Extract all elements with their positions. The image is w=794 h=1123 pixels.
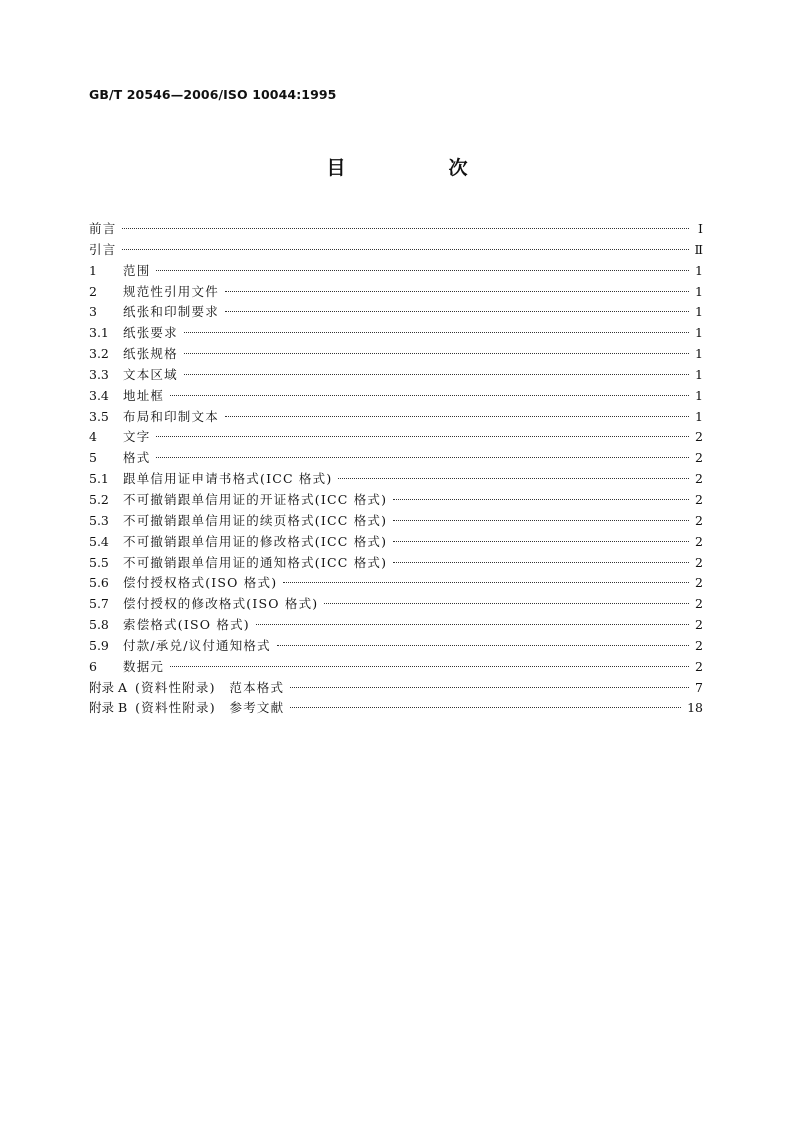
toc-dot-leader: [225, 291, 689, 292]
toc-dot-leader: [156, 436, 689, 437]
toc-entry-number: 5: [89, 450, 97, 466]
toc-entry[interactable]: [89, 594, 703, 615]
toc-dot-leader: [324, 603, 689, 604]
toc-entry-number: 2: [89, 283, 97, 299]
toc-entry-number: 3: [89, 304, 97, 320]
toc-entry-title: 索偿格式(ISO 格式): [123, 617, 250, 633]
toc-dot-leader: [170, 666, 689, 667]
toc-entry-number: 3.3: [89, 366, 109, 382]
toc-entry-title: 布局和印制文本: [123, 408, 219, 424]
toc-entry-page: 1: [695, 346, 703, 362]
toc-entry[interactable]: [89, 302, 703, 323]
toc-entry-number: 附录 A: [89, 679, 128, 695]
toc-entry-page: 1: [695, 408, 703, 424]
toc-entry-page: 2: [695, 533, 703, 549]
toc-entry[interactable]: [89, 448, 703, 469]
toc-entry-page: 2: [695, 429, 703, 445]
toc-entry-page: 1: [695, 283, 703, 299]
toc-entry[interactable]: [89, 698, 703, 719]
toc-entry-number: 3.2: [89, 346, 109, 362]
toc-entry-page: 2: [695, 491, 703, 507]
toc-dot-leader: [393, 499, 689, 500]
toc-entry-number: 5.5: [89, 554, 109, 570]
toc-entry-title: 付款/承兑/议付通知格式: [123, 637, 271, 653]
toc-entry[interactable]: [89, 678, 703, 699]
toc-entry[interactable]: [89, 657, 703, 678]
toc-entry-page: 2: [695, 637, 703, 653]
toc-entry-number: 5.9: [89, 637, 109, 653]
toc-dot-leader: [184, 332, 689, 333]
toc-entry[interactable]: [89, 323, 703, 344]
toc-entry[interactable]: [89, 511, 703, 532]
toc-entry-page: 1: [695, 304, 703, 320]
toc-entry-title: 前言: [89, 221, 117, 236]
toc-entry-title: 偿付授权格式(ISO 格式): [123, 575, 278, 591]
toc-entry-page: 2: [695, 617, 703, 633]
toc-entry-title: 文字: [123, 429, 151, 445]
toc-entry-title: 不可撤销跟单信用证的通知格式(ICC 格式): [123, 554, 388, 570]
toc-entry-title: 不可撤销跟单信用证的开证格式(ICC 格式): [123, 491, 388, 507]
toc-dot-leader: [170, 395, 689, 396]
toc-dot-leader: [393, 541, 689, 542]
toc-entry-page: Ⅱ: [694, 241, 703, 257]
toc-dot-leader: [184, 353, 689, 354]
toc-entry-page: 2: [695, 658, 703, 674]
toc-entry-page: 2: [695, 596, 703, 612]
toc-entry-number: 5.3: [89, 512, 109, 528]
toc-entry-title: 跟单信用证申请书格式(ICC 格式): [123, 471, 333, 487]
toc-entry-title: 不可撤销跟单信用证的续页格式(ICC 格式): [123, 512, 388, 528]
toc-entry[interactable]: [89, 344, 703, 365]
toc-entry-title: (资料性附录) 参考文献: [135, 700, 285, 716]
toc-entry-number: 6: [89, 658, 97, 674]
toc-entry-number: 3.5: [89, 408, 109, 424]
toc-entry[interactable]: [89, 427, 703, 448]
toc-entry-title: 偿付授权的修改格式(ISO 格式): [123, 596, 319, 612]
toc-entry-number: 4: [89, 429, 97, 445]
toc-dot-leader: [290, 707, 681, 708]
toc-dot-leader: [256, 624, 689, 625]
toc-dot-leader: [225, 416, 689, 417]
toc-entry-page: 2: [695, 575, 703, 591]
toc-entry-number: 3.1: [89, 325, 109, 341]
toc-entry-title: (资料性附录) 范本格式: [135, 679, 285, 695]
toc-dot-leader: [122, 228, 689, 229]
toc-entry-number: 5.2: [89, 491, 109, 507]
toc-dot-leader: [283, 582, 689, 583]
toc-dot-leader: [290, 687, 689, 688]
table-of-contents: [89, 219, 703, 719]
toc-entry[interactable]: [89, 386, 703, 407]
toc-dot-leader: [225, 311, 689, 312]
toc-dot-leader: [393, 520, 689, 521]
toc-entry-title: 纸张和印制要求: [123, 304, 219, 320]
toc-entry[interactable]: [89, 573, 703, 594]
toc-entry-title: 纸张规格: [123, 346, 178, 362]
toc-dot-leader: [156, 270, 689, 271]
toc-dot-leader: [184, 374, 689, 375]
toc-entry-page: 18: [687, 700, 703, 716]
toc-dot-leader: [122, 249, 688, 250]
toc-dot-leader: [393, 562, 689, 563]
toc-entry[interactable]: [89, 469, 703, 490]
toc-entry-page: 1: [695, 262, 703, 278]
toc-entry-number: 5.8: [89, 617, 109, 633]
toc-entry-number: 附录 B: [89, 700, 128, 716]
toc-entry-number: 5.7: [89, 596, 109, 612]
toc-entry-title: 数据元: [123, 658, 165, 674]
toc-entry-title: 纸张要求: [123, 325, 178, 341]
toc-entry[interactable]: [89, 365, 703, 386]
toc-entry-title: 地址框: [123, 387, 165, 403]
toc-entry-title: 文本区域: [123, 366, 178, 382]
toc-entry-number: 5.6: [89, 575, 109, 591]
toc-entry[interactable]: [89, 407, 703, 428]
toc-entry[interactable]: [89, 261, 703, 282]
toc-entry[interactable]: [89, 240, 703, 261]
toc-entry-title: 格式: [123, 450, 151, 466]
toc-entry-number: 3.4: [89, 387, 109, 403]
toc-entry-page: 2: [695, 554, 703, 570]
toc-entry-page: 1: [695, 366, 703, 382]
toc-entry[interactable]: [89, 490, 703, 511]
toc-entry[interactable]: [89, 532, 703, 553]
toc-entry-page: Ⅰ: [698, 221, 703, 236]
toc-entry[interactable]: [89, 636, 703, 657]
toc-entry[interactable]: [89, 553, 703, 574]
toc-entry-number: 1: [89, 262, 97, 278]
toc-entry[interactable]: [89, 219, 703, 240]
toc-entry-title: 不可撤销跟单信用证的修改格式(ICC 格式): [123, 533, 388, 549]
toc-entry-page: 2: [695, 471, 703, 487]
toc-entry-page: 1: [695, 325, 703, 341]
standard-number-header: GB/T 20546—2006/ISO 10044:1995: [89, 87, 337, 102]
toc-entry-title: 规范性引用文件: [123, 283, 219, 299]
toc-entry-page: 2: [695, 450, 703, 466]
toc-entry[interactable]: [89, 615, 703, 636]
toc-entry-title: 范围: [123, 262, 151, 278]
toc-entry[interactable]: [89, 282, 703, 303]
toc-entry-title: 引言: [89, 241, 117, 257]
toc-entry-number: 5.4: [89, 533, 109, 549]
toc-dot-leader: [338, 478, 689, 479]
toc-dot-leader: [277, 645, 689, 646]
toc-entry-page: 7: [695, 679, 703, 695]
toc-entry-number: 5.1: [89, 471, 109, 487]
page-title: 目 次: [326, 157, 510, 179]
toc-entry-page: 1: [695, 387, 703, 403]
toc-entry-page: 2: [695, 512, 703, 528]
toc-dot-leader: [156, 457, 689, 458]
